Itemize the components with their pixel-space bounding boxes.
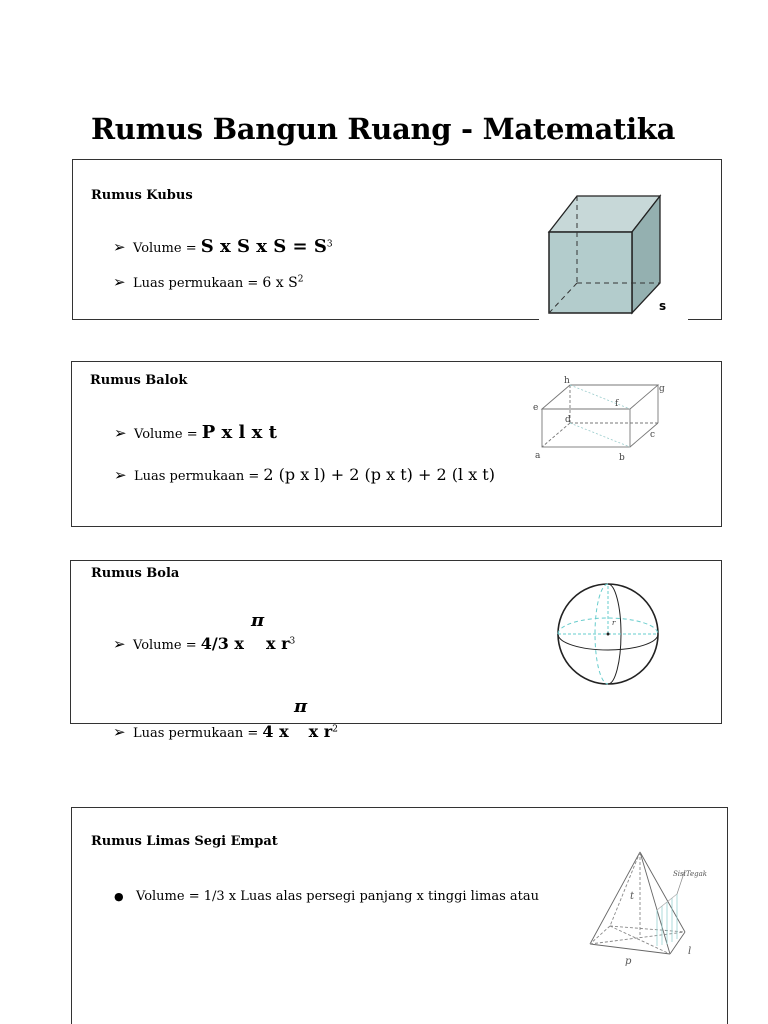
bola-luas-pi: π [294,696,308,717]
cuboid-vertex-a: a [535,451,541,461]
balok-luas-expr: 2 (p x l) + 2 (p x t) + 2 (l x t) [263,465,495,484]
cuboid-figure [528,374,673,466]
kubus-volume-exp: 3 [326,239,333,250]
arrow-bullet-icon: ➢ [114,466,127,484]
balok-luas-line [114,465,495,484]
balok-volume-expr: P x l x t [201,422,277,443]
bola-luas-label: Luas permukaan = [133,726,263,741]
kubus-luas-exp: 2 [297,274,304,285]
page-title: Rumus Bangun Ruang - Matematika [91,112,676,146]
arrow-bullet-icon: ➢ [113,723,126,741]
pyramid-label-t: t [630,891,635,902]
cuboid-vertex-f: f [615,399,619,409]
cube-figure [540,190,680,320]
kubus-luas-label: Luas permukaan = [133,276,263,291]
balok-title: Rumus Balok [90,373,188,388]
bullet-icon: ● [114,890,124,903]
cuboid-vertex-h: h [564,376,570,386]
cuboid-vertex-c: c [650,430,656,440]
cuboid-vertex-b: b [619,453,625,463]
bola-luas-exp: 2 [332,724,338,735]
bola-volume-label: Volume = [133,638,201,653]
balok-volume-line [114,422,277,443]
arrow-bullet-icon: ➢ [113,635,126,653]
pyramid-label-sisitegak: SisiTegak [673,870,708,878]
cube-label-s: s [659,299,667,313]
bola-volume-post: x r [265,634,290,653]
arrow-bullet-icon: ➢ [114,424,127,442]
limas-volume-text: Volume = 1/3 x Luas alas persegi panjang x tinggi limas atau [136,889,539,904]
kubus-volume-label: Volume = [133,241,201,256]
cuboid-vertex-d: d [565,415,571,425]
balok-volume-label: Volume = [134,427,202,442]
cuboid-vertex-e: e [533,403,539,413]
cuboid-vertex-g: g [659,384,665,394]
bola-volume-pre: 4/3 x [200,634,244,653]
sphere-label-r: r [612,619,616,627]
kubus-volume-expr: S x S x S = S [200,236,327,257]
kubus-title: Rumus Kubus [91,188,193,203]
bola-luas-pre: 4 x [262,722,289,741]
bola-luas-line [113,722,338,741]
kubus-luas-line [113,273,303,291]
pyramid-label-l: l [688,946,692,957]
kubus-luas-expr: 6 x S [262,275,298,291]
bola-luas-post: x r [308,722,333,741]
pyramid-figure [585,846,720,966]
sphere-figure [555,580,661,688]
pyramid-label-p: p [625,956,632,967]
balok-luas-label: Luas permukaan = [134,469,264,484]
bola-volume-pi: π [251,610,265,631]
arrow-bullet-icon: ➢ [113,238,126,256]
bola-volume-exp: 3 [289,636,296,647]
kubus-volume-line [113,236,333,257]
limas-volume-line [114,889,539,904]
arrow-bullet-icon: ➢ [113,273,126,291]
bola-title: Rumus Bola [91,566,180,581]
bola-volume-line [113,634,295,653]
limas-title: Rumus Limas Segi Empat [91,834,278,849]
